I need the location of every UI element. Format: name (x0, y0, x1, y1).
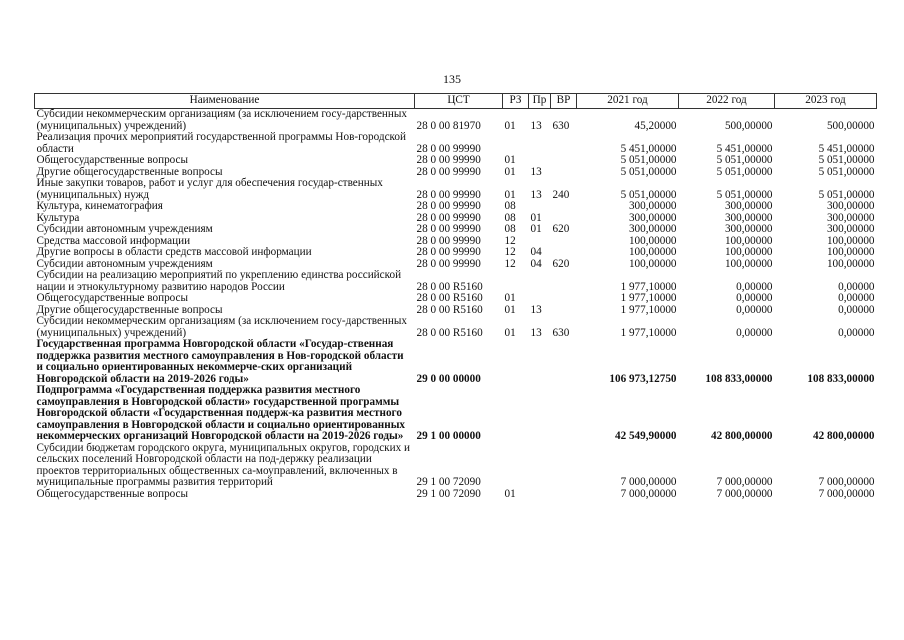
cell-pr: 01 (530, 224, 542, 235)
cell-cst: 28 0 00 99990 (416, 188, 481, 201)
cell-cst: 28 0 00 99990 (416, 247, 481, 258)
cell-cst: 28 0 00 R5160 (416, 304, 483, 316)
cell-cst: 29 0 00 00000 (416, 372, 481, 385)
cell-2022: 300,00000 (724, 212, 773, 224)
cell-rz (503, 385, 529, 443)
cell-2023: 7 000,00000 (818, 476, 875, 488)
cell-cst: 28 0 00 99990 (416, 235, 481, 247)
cell-rz: 01 (504, 188, 516, 201)
cell-name: Государственная программа Новгородской области «Государ-ственная поддержка развития местного самоуправления в Нов-городской области и социально ориентированных некоммерче-ских организаций Новгородской области на 2019-2026 годы» (36, 338, 404, 385)
cell-2023: 5 051,00000 (818, 188, 875, 201)
cell-cst: 28 0 00 R5160 (416, 293, 483, 304)
cell-name: Субсидии автономным учреждениям (36, 223, 213, 235)
cell-name: Другие общегосударственные вопросы (36, 303, 223, 316)
cell-cst: 28 0 00 99990 (416, 155, 481, 166)
cell-2023: 7 000,00000 (818, 488, 875, 500)
cell-pr: 04 (530, 258, 542, 270)
cell-name: Другие общегосударственные вопросы (36, 165, 223, 178)
cell-rz: 01 (504, 326, 516, 339)
cell-vr (551, 339, 577, 385)
table-row (35, 316, 877, 339)
table-header-row (35, 94, 877, 109)
cell-2023: 5 451,00000 (818, 142, 875, 155)
cell-pr (529, 385, 551, 443)
cell-2021: 300,00000 (628, 224, 677, 235)
cell-2021: 42 549,90000 (614, 430, 677, 442)
cell-vr (551, 213, 577, 225)
cell-2023: 0,00000 (838, 293, 875, 304)
cell-vr (551, 305, 577, 317)
table-body (35, 109, 877, 501)
cell-name: Субсидии некоммерческим организациям (за исключением госу-дарственных (муниципальных) учреждений) (36, 315, 408, 339)
cell-vr (551, 167, 577, 179)
cell-2023: 5 051,00000 (818, 166, 875, 178)
cell-2021: 1 977,10000 (620, 326, 677, 339)
cell-name: Культура, кинематография (36, 200, 163, 212)
cell-vr (551, 489, 577, 501)
cell-cst: 28 0 00 81970 (416, 119, 481, 132)
cell-2023: 108 833,00000 (807, 372, 875, 385)
cell-2022: 0,00000 (736, 304, 773, 316)
cell-rz: 12 (504, 258, 516, 270)
cell-2023: 100,00000 (826, 247, 875, 258)
cell-2021: 5 451,00000 (620, 142, 677, 155)
cell-vr: 620 (552, 224, 570, 235)
cell-2023: 0,00000 (838, 326, 875, 339)
table-row (35, 247, 877, 259)
cell-rz: 12 (504, 235, 516, 247)
cell-2021: 300,00000 (628, 201, 677, 212)
cell-2023: 100,00000 (826, 235, 875, 247)
cell-rz: 08 (504, 212, 516, 224)
cell-cst: 29 1 00 00000 (416, 430, 481, 442)
header-rz: РЗ (503, 94, 529, 109)
cell-name: Общегосударственные вопросы (36, 154, 189, 166)
cell-2022: 0,00000 (736, 326, 773, 339)
cell-cst: 28 0 00 R5160 (416, 326, 483, 339)
cell-name: Иные закупки товаров, работ и услуг для обеспечения государ-ственных (муниципальных) нужд (36, 177, 383, 201)
cell-vr: 240 (552, 188, 570, 201)
cell-2023: 300,00000 (826, 201, 875, 212)
cell-2022: 7 000,00000 (716, 476, 773, 488)
cell-2022: 100,00000 (724, 247, 773, 258)
header-vr: ВР (551, 94, 577, 109)
cell-vr (551, 385, 577, 443)
cell-2021: 300,00000 (628, 212, 677, 224)
header-pr: Пр (529, 94, 551, 109)
cell-name: Общегосударственные вопросы (36, 487, 189, 500)
cell-vr (551, 236, 577, 248)
table-row (35, 385, 877, 443)
cell-pr (529, 270, 551, 293)
page-number: 135 (443, 72, 461, 86)
cell-rz: 01 (504, 304, 516, 316)
cell-2023: 0,00000 (838, 304, 875, 316)
cell-cst: 28 0 00 99990 (416, 212, 481, 224)
cell-cst: 28 0 00 99990 (416, 166, 481, 178)
cell-name: Общегосударственные вопросы (36, 292, 189, 304)
cell-rz: 01 (504, 119, 516, 132)
table-row (35, 339, 877, 385)
cell-name: Реализация прочих мероприятий государственной программы Нов-городской области (36, 131, 406, 155)
table-row (35, 132, 877, 155)
cell-vr: 630 (552, 326, 570, 339)
cell-2021: 106 973,12750 (609, 372, 677, 385)
cell-cst: 28 0 00 99990 (416, 201, 481, 212)
cell-pr (529, 132, 551, 155)
cell-name: Средства массовой информации (36, 234, 191, 247)
cell-pr (529, 201, 551, 213)
cell-cst: 28 0 00 99990 (416, 142, 481, 155)
table-row (35, 109, 877, 133)
table-row (35, 443, 877, 489)
cell-rz: 12 (504, 247, 516, 258)
cell-rz: 01 (504, 293, 516, 304)
cell-2022: 5 051,00000 (716, 166, 773, 178)
cell-pr (529, 236, 551, 248)
cell-vr: 620 (552, 258, 570, 270)
header-2022: 2022 год (679, 94, 775, 109)
cell-name: Субсидии автономным учреждениям (36, 257, 213, 270)
table-row (35, 178, 877, 201)
cell-vr (551, 132, 577, 155)
table-row (35, 201, 877, 213)
cell-name: Субсидии на реализацию мероприятий по укреплению единства российской нации и этнокультурному развитию народов России (36, 269, 402, 293)
cell-pr (529, 443, 551, 489)
cell-2022: 0,00000 (736, 280, 773, 293)
cell-2023: 5 051,00000 (818, 155, 875, 166)
cell-2023: 100,00000 (826, 258, 875, 270)
cell-vr (551, 201, 577, 213)
cell-cst: 28 0 00 99990 (416, 258, 481, 270)
cell-vr (551, 155, 577, 167)
cell-2023: 42 800,00000 (812, 430, 875, 442)
header-2021: 2021 год (577, 94, 679, 109)
table-row (35, 489, 877, 501)
cell-2022: 0,00000 (736, 293, 773, 304)
cell-2021: 45,20000 (634, 119, 677, 132)
cell-rz: 08 (504, 224, 516, 235)
cell-pr (529, 339, 551, 385)
cell-2023: 300,00000 (826, 212, 875, 224)
cell-2022: 108 833,00000 (705, 372, 773, 385)
cell-rz (503, 132, 529, 155)
cell-2022: 5 051,00000 (716, 188, 773, 201)
cell-rz (503, 443, 529, 489)
cell-2021: 100,00000 (628, 247, 677, 258)
cell-cst: 29 1 00 72090 (416, 488, 481, 500)
cell-rz (503, 270, 529, 293)
cell-2022: 42 800,00000 (710, 430, 773, 442)
cell-2021: 100,00000 (628, 235, 677, 247)
cell-2023: 0,00000 (838, 280, 875, 293)
cell-2022: 100,00000 (724, 258, 773, 270)
cell-vr (551, 270, 577, 293)
cell-2021: 7 000,00000 (620, 476, 677, 488)
header-name: Наименование (35, 94, 415, 109)
cell-2021: 1 977,10000 (620, 280, 677, 293)
cell-2022: 7 000,00000 (716, 488, 773, 500)
table-row (35, 155, 877, 167)
cell-2022: 100,00000 (724, 235, 773, 247)
header-cst: ЦСТ (415, 94, 503, 109)
table-row (35, 293, 877, 305)
cell-rz (503, 339, 529, 385)
cell-rz: 01 (504, 488, 516, 500)
cell-name: Подпрограмма «Государственная поддержка развития местного самоуправления в Новгородской области» государственной программы Новгородской области «Государственная поддерж-ка развития местного самоуправления в Новгородской области и социально ориентированных некоммерческих организаций Новгородской области на 2019-2026 годы» (36, 384, 406, 442)
cell-2023: 300,00000 (826, 224, 875, 235)
budget-table (34, 93, 877, 500)
cell-rz: 01 (504, 166, 516, 178)
cell-pr: 13 (530, 326, 542, 339)
cell-rz: 08 (504, 201, 516, 212)
cell-cst: 29 1 00 72090 (416, 476, 481, 488)
cell-2021: 100,00000 (628, 258, 677, 270)
cell-cst: 28 0 00 R5160 (416, 280, 483, 293)
cell-pr (529, 293, 551, 305)
cell-2021: 1 977,10000 (620, 304, 677, 316)
cell-2022: 500,00000 (724, 119, 773, 132)
cell-pr: 13 (530, 119, 542, 132)
header-2023: 2023 год (775, 94, 877, 109)
cell-name: Субсидии некоммерческим организациям (за исключением госу-дарственных (муниципальных) учреждений) (36, 108, 408, 132)
cell-cst: 28 0 00 99990 (416, 224, 481, 235)
cell-2021: 5 051,00000 (620, 155, 677, 166)
cell-vr (551, 247, 577, 259)
cell-2021: 7 000,00000 (620, 488, 677, 500)
cell-name: Культура (36, 211, 80, 224)
cell-pr (529, 489, 551, 501)
cell-2023: 500,00000 (826, 119, 875, 132)
cell-2021: 1 977,10000 (620, 293, 677, 304)
cell-vr (551, 443, 577, 489)
cell-2022: 5 051,00000 (716, 155, 773, 166)
cell-pr: 01 (530, 212, 542, 224)
cell-pr: 04 (530, 247, 542, 258)
cell-vr (551, 293, 577, 305)
cell-pr: 13 (530, 304, 542, 316)
cell-2022: 300,00000 (724, 224, 773, 235)
table-row (35, 224, 877, 236)
cell-2022: 5 451,00000 (716, 142, 773, 155)
cell-2022: 300,00000 (724, 201, 773, 212)
cell-pr: 13 (530, 188, 542, 201)
cell-rz: 01 (504, 155, 516, 166)
cell-2021: 5 051,00000 (620, 166, 677, 178)
table-row (35, 270, 877, 293)
cell-name: Другие вопросы в области средств массовой информации (36, 246, 312, 258)
cell-2021: 5 051,00000 (620, 188, 677, 201)
cell-pr (529, 155, 551, 167)
cell-vr: 630 (552, 119, 570, 132)
cell-pr: 13 (530, 166, 542, 178)
cell-name: Субсидии бюджетам городского округа, муниципальных округов, городских и сельских поселений Новгородской области на под-держку реализации проектов территориальных общественных са-моуправлений, включенных в муниципальные программы развития территорий (36, 441, 410, 488)
